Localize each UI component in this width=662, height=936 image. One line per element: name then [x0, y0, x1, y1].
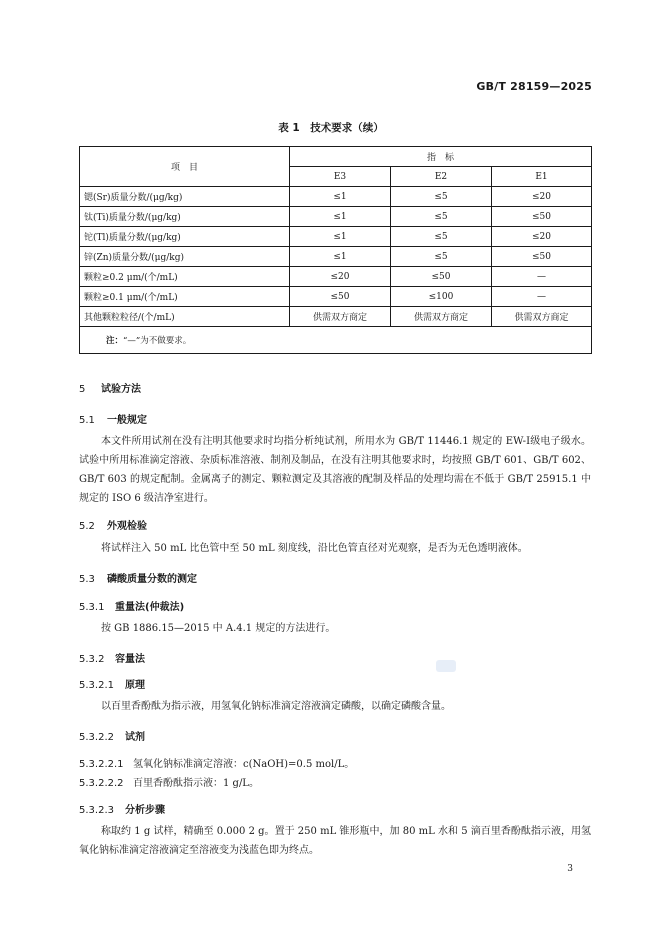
row-value: ≤20 — [290, 267, 391, 287]
row-value: ≤1 — [290, 227, 391, 247]
section-title: 分析步骤 — [125, 805, 165, 816]
row-value: ≤5 — [391, 207, 492, 227]
table-row — [80, 307, 592, 327]
section-5-3-2-2-heading — [79, 728, 145, 743]
reagent-item — [79, 755, 354, 770]
section-number: 5 — [79, 384, 86, 395]
paragraph-5-3-1: 按 GB 1886.15—2015 中 A.4.1 规定的方法进行。 — [101, 623, 336, 634]
row-value: 供需双方商定 — [290, 307, 391, 327]
row-item: 颗粒≥0.2 μm/(个/mL) — [80, 267, 290, 287]
note-label: 注： — [106, 336, 124, 346]
row-value: ≤5 — [391, 187, 492, 207]
row-value: — — [492, 267, 592, 287]
section-number: 5.3 — [79, 574, 95, 585]
section-number: 5.3.2.3 — [79, 805, 114, 816]
row-item: 铊(Tl)质量分数/(μg/kg) — [80, 227, 290, 247]
note-text: “—”为不做要求。 — [123, 336, 192, 346]
reagent-text: 百里香酚酞指示液：1 g/L。 — [133, 778, 259, 789]
row-value: ≤1 — [290, 207, 391, 227]
section-number: 5.1 — [79, 415, 95, 426]
table-row — [80, 227, 592, 247]
row-value: ≤50 — [492, 247, 592, 267]
section-title: 原理 — [125, 680, 145, 691]
row-value: ≤20 — [492, 227, 592, 247]
section-number: 5.3.2.1 — [79, 680, 114, 691]
reagent-text: 氢氧化钠标准滴定溶液：c(NaOH)=0.5 mol/L。 — [133, 759, 355, 770]
row-value: ≤20 — [492, 187, 592, 207]
row-value: ≤1 — [290, 247, 391, 267]
section-number: 5.3.2 — [79, 654, 105, 665]
section-title: 试剂 — [125, 732, 145, 743]
standard-code: GB/T 28159—2025 — [476, 80, 592, 93]
section-5-heading — [79, 380, 141, 395]
section-title: 重量法(仲裁法) — [115, 602, 185, 613]
paragraph-5-2: 将试样注入 50 mL 比色管中至 50 mL 刻度线，沿比色管直径对光观察，是否为无色透明液体。 — [101, 543, 528, 554]
row-value: 供需双方商定 — [492, 307, 592, 327]
table-row — [80, 187, 592, 207]
row-value: ≤50 — [290, 287, 391, 307]
reagent-item — [79, 774, 259, 789]
section-5-3-2-1-heading — [79, 676, 145, 691]
section-5-1-heading — [79, 411, 147, 426]
section-title: 试验方法 — [101, 384, 141, 395]
page-number: 3 — [567, 864, 573, 874]
reagent-number: 5.3.2.2.1 — [79, 759, 124, 770]
row-item: 锌(Zn)质量分数/(μg/kg) — [80, 247, 290, 267]
row-item: 颗粒≥0.1 μm/(个/mL) — [80, 287, 290, 307]
table-row — [80, 287, 592, 307]
section-title: 容量法 — [115, 654, 145, 665]
grade-e3: E3 — [290, 167, 391, 187]
header-index: 指 标 — [290, 147, 592, 167]
row-value: ≤100 — [391, 287, 492, 307]
row-item: 锶(Sr)质量分数/(μg/kg) — [80, 187, 290, 207]
row-value: ≤5 — [391, 227, 492, 247]
table-row — [80, 267, 592, 287]
section-title: 一般规定 — [107, 415, 147, 426]
section-5-3-2-heading — [79, 650, 145, 665]
row-value: ≤50 — [492, 207, 592, 227]
header-item: 项 目 — [80, 147, 290, 187]
table-note — [80, 327, 592, 354]
grade-e2: E2 — [391, 167, 492, 187]
section-5-3-2-3-heading — [79, 801, 165, 816]
paragraph-5-1: 本文件所用试剂在没有注明其他要求时均指分析纯试剂，所用水为 GB/T 11446.1 规定的 EW-Ⅰ级电子级水。试验中所用标准滴定溶液、杂质标准溶液、制剂及制品，在没有注明其他要求时，均按照 GB/T 601、GB/T 602、GB/T 603 的规定配制。金属离子的测定、颗粒测定及其溶液的配制及样品的处理均需在不低于 GB/T 25915.1 中规定的 ISO 6 级洁净室进行。 — [79, 436, 591, 504]
row-value: 供需双方商定 — [391, 307, 492, 327]
paragraph-5-3-2-1: 以百里香酚酞为指示液，用氢氧化钠标准滴定溶液滴定磷酸，以确定磷酸含量。 — [101, 701, 451, 712]
section-title: 磷酸质量分数的测定 — [107, 574, 197, 585]
watermark-logo — [436, 660, 456, 672]
table-title: 表 1 技术要求（续） — [278, 122, 384, 134]
row-value: ≤1 — [290, 187, 391, 207]
row-value: — — [492, 287, 592, 307]
row-value: ≤5 — [391, 247, 492, 267]
paragraph-5-3-2-3: 称取约 1 g 试样，精确至 0.000 2 g。置于 250 mL 锥形瓶中，加 80 mL 水和 5 滴百里香酚酞指示液，用氢氧化钠标准滴定溶液滴定至溶液变为浅蓝色即为终点。 — [79, 826, 591, 856]
row-item: 钛(Ti)质量分数/(μg/kg) — [80, 207, 290, 227]
section-5-3-heading — [79, 570, 197, 585]
section-5-3-1-heading — [79, 598, 184, 613]
reagent-number: 5.3.2.2.2 — [79, 778, 124, 789]
spec-table — [79, 146, 592, 354]
table-row — [80, 207, 592, 227]
table-row — [80, 247, 592, 267]
section-number: 5.3.2.2 — [79, 732, 114, 743]
row-value: ≤50 — [391, 267, 492, 287]
section-number: 5.3.1 — [79, 602, 105, 613]
section-title: 外观检验 — [107, 521, 147, 532]
grade-e1: E1 — [492, 167, 592, 187]
row-item: 其他颗粒粒径/(个/mL) — [80, 307, 290, 327]
section-number: 5.2 — [79, 521, 95, 532]
section-5-2-heading — [79, 517, 147, 532]
